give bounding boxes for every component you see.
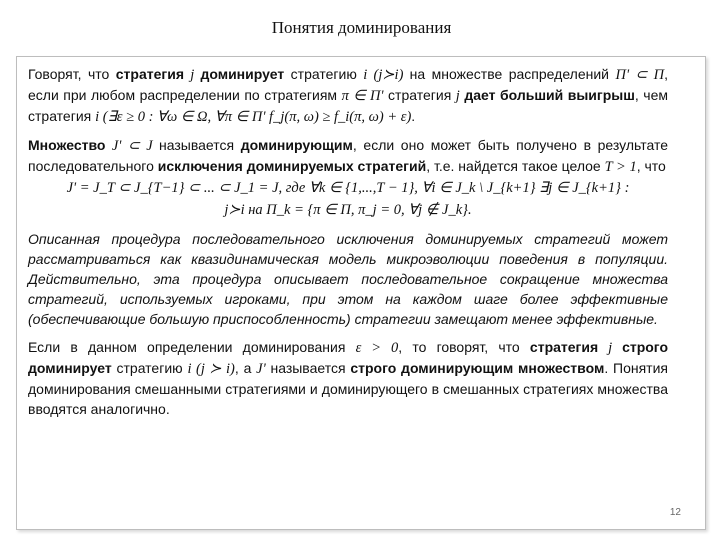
text: , а [234, 360, 257, 376]
text: , что [636, 158, 666, 174]
formula: (j≻i) [367, 67, 410, 83]
text: Если в данном определении доминирования [28, 339, 356, 355]
formula: Π' ⊂ Π [615, 67, 665, 83]
bold-term: Множество [28, 137, 106, 153]
formula: i [363, 67, 368, 83]
equation-chain: J' = J_T ⊂ J_{T−1} ⊂ ... ⊂ J_1 = J, где ∀k ∈ {1,...,T − 1}, ∀i ∈ J_k \ J_{k+1} ∃j ∈ J_{k+1} : [66, 180, 630, 196]
text: называется [265, 360, 351, 376]
bold-term: доминирует [200, 66, 285, 82]
formula: i (∃ε ≥ 0 : ∀ω ∈ Ω, ∀π ∈ Π' f_j(π, ω) ≥ f_i(π, ω) + ε) [95, 109, 412, 125]
text: , если оно может быть получено в результате последовательного [28, 137, 668, 174]
page-number: 12 [669, 507, 681, 518]
paragraph-dominance-definition [28, 64, 668, 127]
text: стратегию [111, 360, 188, 376]
text: , чем стратегия [28, 87, 669, 124]
formula: J' ⊂ J [105, 138, 160, 154]
formula: j [184, 67, 201, 83]
equation-domination-condition: j≻i на Π_k = {π ∈ Π, π_j = 0, ∀j ∉ J_k}. [224, 202, 472, 218]
slide-title: Понятия доминирования [271, 18, 452, 37]
formula: j [598, 340, 623, 356]
bold-term: строго доминирует [28, 339, 669, 376]
text: на множестве распределений [409, 66, 616, 82]
formula: J' [256, 361, 266, 377]
bold-term: стратегия [529, 339, 599, 355]
formula: ε > 0 [355, 340, 399, 356]
text: , если при любом распределении по стратегиям [28, 66, 668, 103]
paragraph-strict-dominance [28, 337, 668, 419]
paragraph-dominating-set [28, 135, 668, 177]
formula: T > 1 [604, 159, 637, 175]
text: . Понятия доминирования смешанными стратегиями и доминирующего в смешанных стратегиях множества вводятся аналогично. [28, 360, 668, 417]
text: . [411, 108, 416, 124]
bold-term: строго доминирующим множеством [350, 360, 605, 376]
bold-term: дает больший выигрыш [459, 87, 635, 103]
bold-term: доминирующим [240, 137, 353, 153]
text: называется [159, 137, 241, 153]
formula: i (j ≻ i) [187, 361, 235, 377]
text: , то говорят, что [398, 339, 530, 355]
bold-term: исключения доминируемых стратегий [157, 158, 427, 174]
text: , т.е. найдется такое целое [426, 158, 605, 174]
paragraph-procedure-description: Описанная процедура последовательного исключения доминируемых стратегий может рассматриваться как квазидинамическая модель микроэволюции поведения в популяции. Действительно, эта процедура описывает последовательное сокращение множества стратегий, используемых игроками, при этом на каждом шаге более эффективные (обеспечивающие большую приспособленность) стратегии замещают менее эффективные. [28, 231, 668, 327]
formula: π ∈ Π' [341, 88, 384, 104]
bold-term: стратегия [115, 66, 184, 82]
formula: j [455, 88, 460, 104]
text: стратегию [284, 66, 364, 82]
text: Говорят, что [28, 66, 116, 82]
text: стратегия [383, 87, 456, 103]
slide-content [28, 64, 668, 419]
